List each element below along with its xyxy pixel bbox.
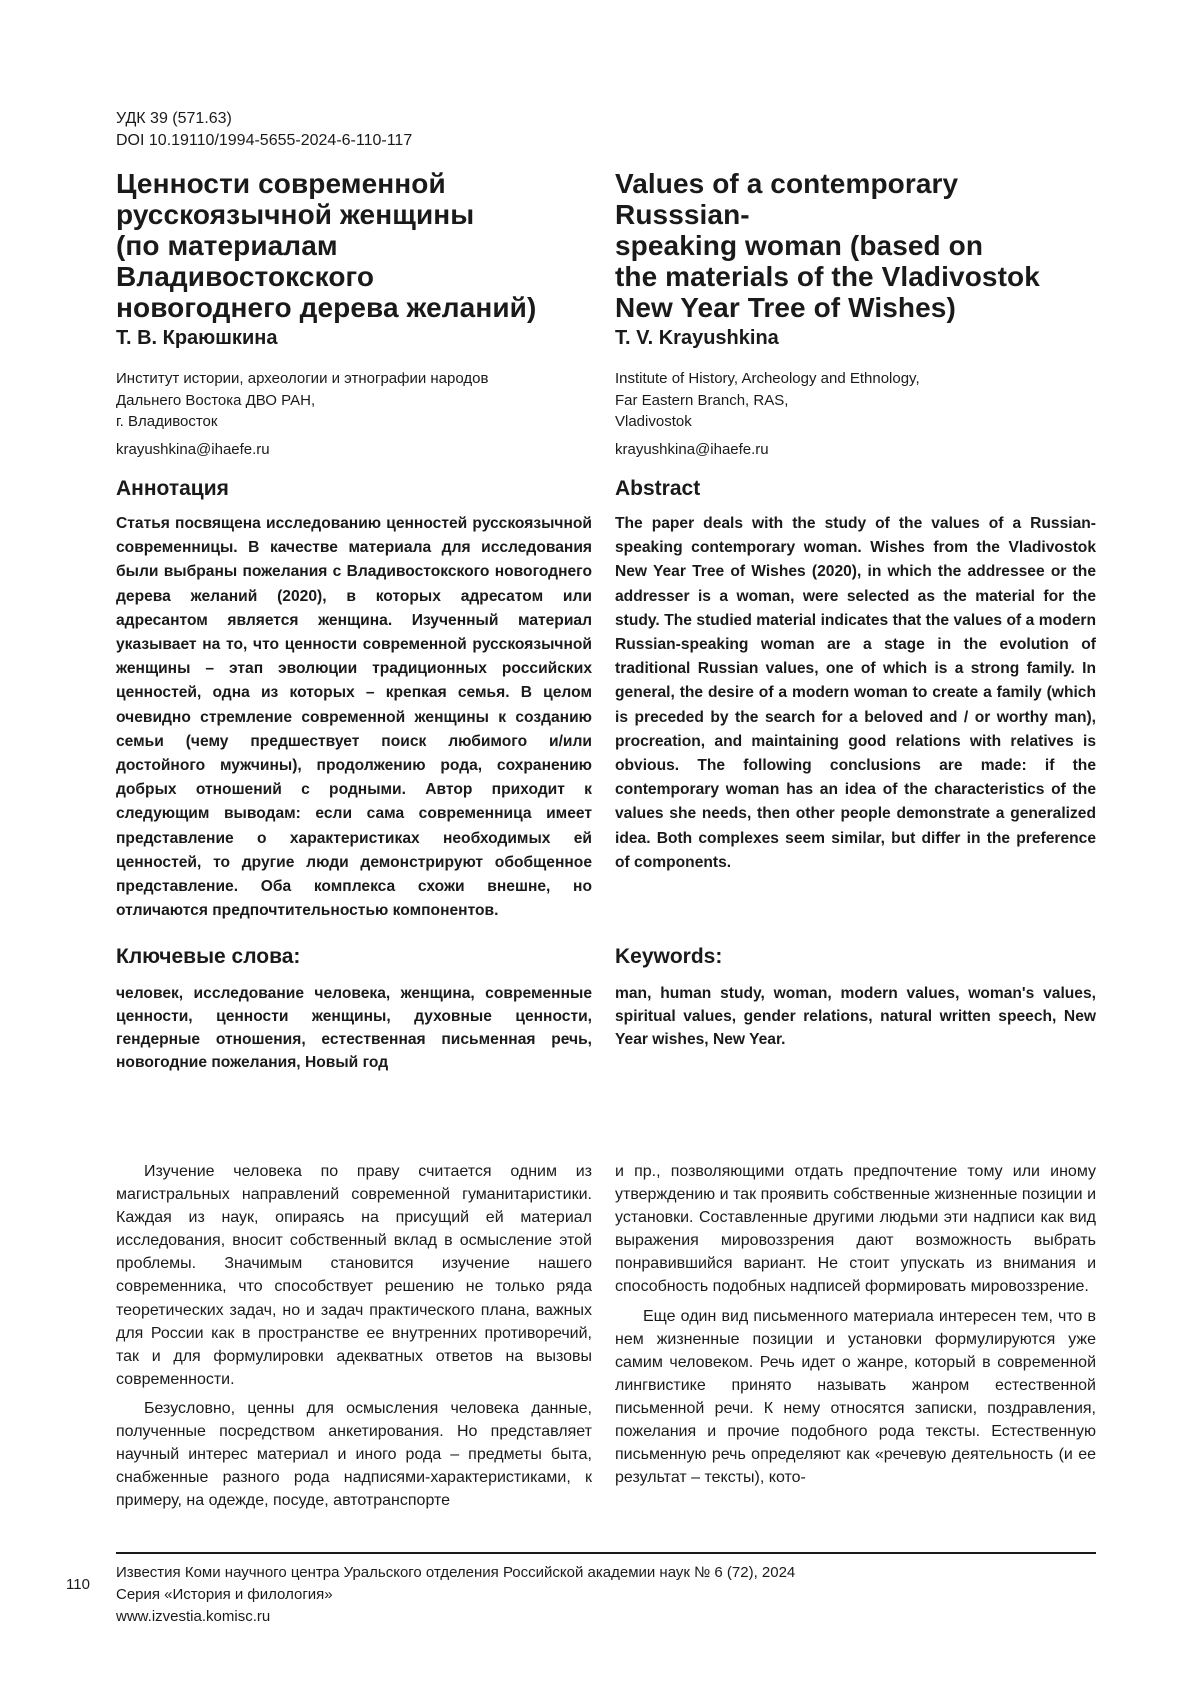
en-title-line: the materials of the Vladivostok <box>615 261 1040 292</box>
ru-affiliation-line: Институт истории, археологии и этнографии народов <box>116 370 489 387</box>
en-email[interactable]: krayushkina@ihaefe.ru <box>615 441 769 458</box>
ru-keywords-heading: Ключевые слова: <box>116 945 301 968</box>
ru-title-line: новогоднего дерева желаний) <box>116 292 537 323</box>
ru-abstract: Статья посвящена исследованию ценностей русскоязычной современницы. В качестве материала для исследования были выбраны пожелания с Владивостокского новогоднего дерева желаний (2020), в которых адресатом или адресантом является женщина. Изученный материал указывает на то, что ценности современной русскоязычной женщины – этап эволюции традиционных российских ценностей, одна из которых – крепкая семья. В целом очевидно стремление современной женщины к созданию семьи (чему предшествует поиск любимого и/или достойного мужчины), продолжению рода, сохранению добрых отношений с родными. Автор приходит к следующим выводам: если сама современница имеет представление о характеристиках необходимых ей ценностей, то другие люди демонстрируют обобщенное представление. Оба комплекса схожи внешне, но отличаются предпочтительностью компонентов. <box>116 515 592 920</box>
body-paragraph: Еще один вид письменного материала интересен тем, что в нем жизненные позиции и установки формулируются уже самим человеком. Речь идет о жанре, который в современной лингвистике принято называть жанром естественной письменной речи. К нему относятся записки, поздравления, пожелания и прочие подобного рода тексты. Естественную письменную речь определяют как «речевую деятельность (и ее результат – тексты), кото- <box>615 1307 1096 1487</box>
udk-code: УДК 39 (571.63) <box>116 110 232 127</box>
journal-url[interactable]: www.izvestia.komisc.ru <box>116 1608 271 1625</box>
en-affiliation-line: Vladivostok <box>615 413 692 430</box>
ru-abstract-heading: Аннотация <box>116 477 229 500</box>
en-title-line: Values of a contemporary Russsian- <box>615 168 959 230</box>
journal-series: Серия «История и филология» <box>116 1586 333 1603</box>
footer-divider <box>116 1552 1096 1554</box>
en-author: T. V. Krayushkina <box>615 327 779 349</box>
ru-affiliation <box>116 368 488 433</box>
en-abstract-heading: Abstract <box>615 477 701 500</box>
en-affiliation-line: Far Eastern Branch, RAS, <box>615 391 789 409</box>
ru-title-line: (по материалам Владивостокского <box>116 230 375 292</box>
article-meta <box>116 108 412 152</box>
en-affiliation-line: Institute of History, Archeology and Ethnology, <box>615 370 920 387</box>
ru-author: Т. В. Краюшкина <box>116 327 278 349</box>
en-title <box>615 168 1097 323</box>
journal-name: Известия Коми научного центра Уральского отделения Российской академии наук № 6 (72), 2024 <box>116 1564 796 1581</box>
body-column-left <box>116 1160 592 1518</box>
ru-title <box>116 168 586 323</box>
doi: DOI 10.19110/1994-5655-2024-6-110-117 <box>116 132 413 149</box>
en-title-line: New Year Tree of Wishes) <box>615 292 956 323</box>
ru-affiliation-line: Дальнего Востока ДВО РАН, <box>116 391 316 409</box>
body-paragraph: Изучение человека по праву считается одним из магистральных направлений современной гуманитаристики. Каждая из наук, опираясь на присущий ей материал исследования, вносит собственный вклад в осмысление этой проблемы. Значимым становится изучение нашего современника, что способствует решению не только ряда теоретических задач, но и задач практического плана, важных для России как в пространстве ее внутренних противоречий, так и для формулировки адекватных ответов на вызовы современности. <box>116 1163 592 1388</box>
en-keywords-heading: Keywords: <box>615 945 723 968</box>
ru-title-line: Ценности современной <box>116 168 446 199</box>
en-affiliation <box>615 368 920 433</box>
ru-keywords: человек, исследование человека, женщина, современные ценности, ценности женщины, духовные ценности, гендерные отношения, естественная письменная речь, новогодние пожелания, Новый год <box>116 985 592 1071</box>
body-column-right <box>615 1160 1096 1495</box>
footer <box>116 1562 795 1628</box>
ru-title-line: русскоязычной женщины <box>116 199 475 230</box>
ru-email[interactable]: krayushkina@ihaefe.ru <box>116 441 270 458</box>
body-paragraph: и пр., позволяющими отдать предпочтение тому или иному утверждению и так проявить собственные жизненные позиции и установки. Составленные другими людьми эти надписи как вид выражения мировоззрения дают возможность выбрать понравившийся вариант. Не стоит упускать из внимания и способность подобных надписей формировать мировоззрение. <box>615 1163 1096 1296</box>
page-number: 110 <box>66 1576 90 1593</box>
ru-affiliation-line: г. Владивосток <box>116 413 218 430</box>
body-paragraph: Безусловно, ценны для осмысления человека данные, полученные посредством анкетирования. Но представляет научный интерес материал и иного рода – предметы быта, снабженные разного рода надписями-характеристиками, к примеру, на одежде, посуде, автотранспорте <box>116 1399 592 1510</box>
en-title-line: speaking woman (based on <box>615 230 984 261</box>
en-keywords: man, human study, woman, modern values, woman's values, spiritual values, gender relations, natural written speech, New Year wishes, New Year. <box>615 985 1096 1048</box>
en-abstract: The paper deals with the study of the values of a Russian-speaking contemporary woman. Wishes from the Vladivostok New Year Tree of Wishes (2020), in which the addressee or the addresser is a woman, were selected as the material for the study. The studied material indicates that the values of a modern Russian-speaking woman are a stage in the evolution of traditional Russian values, one of which is a strong family. In general, the desire of a modern woman to create a family (which is preceded by the search for a beloved and / or worthy man), procreation, and maintaining good relations with relatives is obvious. The following conclusions are made: if the contemporary woman has an idea of the characteristics of the values she needs, then other people demonstrate a generalized idea. Both complexes seem similar, but differ in the preference of components. <box>615 515 1096 871</box>
